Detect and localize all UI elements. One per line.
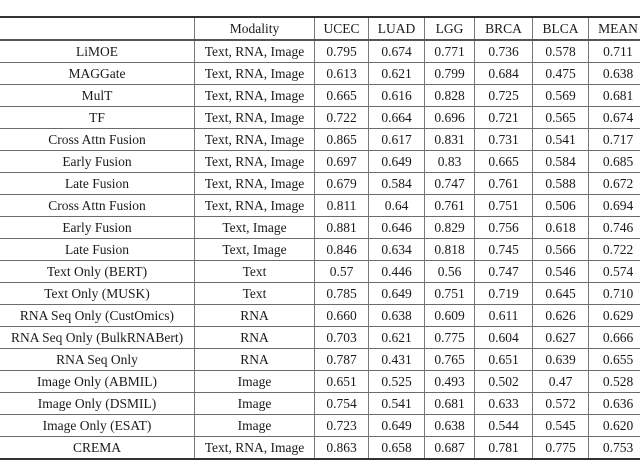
- cell-luad: 0.646: [369, 217, 425, 239]
- cell-ucec: 0.660: [315, 305, 369, 327]
- cell-brca: 0.721: [475, 107, 533, 129]
- cell-luad: 0.617: [369, 129, 425, 151]
- cell-lgg: 0.747: [425, 173, 475, 195]
- header-luad: LUAD: [369, 17, 425, 40]
- cell-mean: 0.711: [589, 40, 640, 63]
- cell-lgg: 0.828: [425, 85, 475, 107]
- cell-brca: 0.719: [475, 283, 533, 305]
- cell-blca: 0.639: [533, 349, 589, 371]
- table-row: [0, 63, 640, 85]
- cell-lgg: 0.638: [425, 415, 475, 437]
- cell-luad: 0.649: [369, 151, 425, 173]
- cell-blca: 0.506: [533, 195, 589, 217]
- cell-ucec: 0.865: [315, 129, 369, 151]
- results-table: [0, 16, 640, 460]
- cell-brca: 0.761: [475, 173, 533, 195]
- cell-mean: 0.655: [589, 349, 640, 371]
- table-row: [0, 327, 640, 349]
- table-row: [0, 129, 640, 151]
- cell-blca: 0.566: [533, 239, 589, 261]
- cell-brca: 0.633: [475, 393, 533, 415]
- cell-model: Cross Attn Fusion: [0, 129, 195, 151]
- cell-blca: 0.618: [533, 217, 589, 239]
- cell-mean: 0.681: [589, 85, 640, 107]
- table-row: [0, 415, 640, 437]
- table-row: [0, 85, 640, 107]
- cell-brca: 0.745: [475, 239, 533, 261]
- cell-lgg: 0.493: [425, 371, 475, 393]
- cell-mean: 0.574: [589, 261, 640, 283]
- cell-luad: 0.658: [369, 437, 425, 460]
- cell-lgg: 0.681: [425, 393, 475, 415]
- cell-brca: 0.684: [475, 63, 533, 85]
- cell-modality: Text: [195, 261, 315, 283]
- cell-ucec: 0.846: [315, 239, 369, 261]
- cell-modality: Text, RNA, Image: [195, 195, 315, 217]
- cell-model: Text Only (MUSK): [0, 283, 195, 305]
- cell-ucec: 0.785: [315, 283, 369, 305]
- table-row: [0, 151, 640, 173]
- table-caption-cutoff: [0, 0, 640, 5]
- cell-blca: 0.572: [533, 393, 589, 415]
- cell-model: Image Only (ESAT): [0, 415, 195, 437]
- cell-modality: Text, RNA, Image: [195, 63, 315, 85]
- table-row: [0, 107, 640, 129]
- table-row: [0, 393, 640, 415]
- cell-luad: 0.541: [369, 393, 425, 415]
- cell-model: Late Fusion: [0, 173, 195, 195]
- table-row: [0, 437, 640, 460]
- header-blca: BLCA: [533, 17, 589, 40]
- cell-model: RNA Seq Only (BulkRNABert): [0, 327, 195, 349]
- cell-model: Image Only (DSMIL): [0, 393, 195, 415]
- cell-modality: Text, RNA, Image: [195, 40, 315, 63]
- cell-modality: RNA: [195, 349, 315, 371]
- cell-ucec: 0.881: [315, 217, 369, 239]
- cell-luad: 0.638: [369, 305, 425, 327]
- cell-blca: 0.546: [533, 261, 589, 283]
- cell-luad: 0.674: [369, 40, 425, 63]
- cell-luad: 0.649: [369, 283, 425, 305]
- cell-modality: Text, RNA, Image: [195, 129, 315, 151]
- cell-mean: 0.753: [589, 437, 640, 460]
- cell-model: MulT: [0, 85, 195, 107]
- cell-blca: 0.775: [533, 437, 589, 460]
- cell-modality: Image: [195, 415, 315, 437]
- table-row: [0, 239, 640, 261]
- cell-mean: 0.666: [589, 327, 640, 349]
- cell-luad: 0.431: [369, 349, 425, 371]
- cell-ucec: 0.863: [315, 437, 369, 460]
- cell-mean: 0.694: [589, 195, 640, 217]
- cell-luad: 0.649: [369, 415, 425, 437]
- cell-blca: 0.541: [533, 129, 589, 151]
- cell-blca: 0.645: [533, 283, 589, 305]
- cell-ucec: 0.613: [315, 63, 369, 85]
- cell-mean: 0.674: [589, 107, 640, 129]
- cell-lgg: 0.799: [425, 63, 475, 85]
- cell-brca: 0.604: [475, 327, 533, 349]
- cell-modality: RNA: [195, 305, 315, 327]
- cell-lgg: 0.687: [425, 437, 475, 460]
- cell-mean: 0.710: [589, 283, 640, 305]
- cell-blca: 0.475: [533, 63, 589, 85]
- cell-modality: Text, RNA, Image: [195, 107, 315, 129]
- header-ucec: UCEC: [315, 17, 369, 40]
- cell-brca: 0.725: [475, 85, 533, 107]
- cell-modality: Text, RNA, Image: [195, 85, 315, 107]
- table-row: [0, 195, 640, 217]
- cell-model: MAGGate: [0, 63, 195, 85]
- cell-blca: 0.47: [533, 371, 589, 393]
- table-row: [0, 217, 640, 239]
- cell-model: LiMOE: [0, 40, 195, 63]
- cell-luad: 0.621: [369, 63, 425, 85]
- cell-modality: Text, RNA, Image: [195, 173, 315, 195]
- cell-model: TF: [0, 107, 195, 129]
- cell-mean: 0.629: [589, 305, 640, 327]
- cell-ucec: 0.787: [315, 349, 369, 371]
- cell-ucec: 0.811: [315, 195, 369, 217]
- header-model: [0, 17, 195, 40]
- cell-mean: 0.528: [589, 371, 640, 393]
- cell-luad: 0.446: [369, 261, 425, 283]
- cell-brca: 0.751: [475, 195, 533, 217]
- cell-mean: 0.722: [589, 239, 640, 261]
- cell-lgg: 0.775: [425, 327, 475, 349]
- cell-mean: 0.685: [589, 151, 640, 173]
- cell-brca: 0.736: [475, 40, 533, 63]
- cell-mean: 0.636: [589, 393, 640, 415]
- cell-lgg: 0.831: [425, 129, 475, 151]
- cell-luad: 0.525: [369, 371, 425, 393]
- cell-blca: 0.627: [533, 327, 589, 349]
- cell-modality: Image: [195, 393, 315, 415]
- header-modality: Modality: [195, 17, 315, 40]
- cell-modality: Text, RNA, Image: [195, 437, 315, 460]
- cell-modality: Image: [195, 371, 315, 393]
- cell-brca: 0.544: [475, 415, 533, 437]
- cell-ucec: 0.57: [315, 261, 369, 283]
- cell-luad: 0.621: [369, 327, 425, 349]
- header-mean: MEAN: [589, 17, 640, 40]
- cell-brca: 0.651: [475, 349, 533, 371]
- cell-lgg: 0.609: [425, 305, 475, 327]
- cell-lgg: 0.751: [425, 283, 475, 305]
- cell-model: Text Only (BERT): [0, 261, 195, 283]
- cell-modality: Text, Image: [195, 239, 315, 261]
- cell-lgg: 0.765: [425, 349, 475, 371]
- cell-luad: 0.634: [369, 239, 425, 261]
- cell-luad: 0.664: [369, 107, 425, 129]
- table-row: [0, 173, 640, 195]
- cell-ucec: 0.722: [315, 107, 369, 129]
- cell-luad: 0.584: [369, 173, 425, 195]
- cell-ucec: 0.665: [315, 85, 369, 107]
- cell-modality: Text, Image: [195, 217, 315, 239]
- table-row: [0, 40, 640, 63]
- header-brca: BRCA: [475, 17, 533, 40]
- cell-brca: 0.731: [475, 129, 533, 151]
- cell-model: CREMA: [72, 439, 121, 455]
- cell-model: Image Only (ABMIL): [0, 371, 195, 393]
- cell-brca: 0.502: [475, 371, 533, 393]
- cell-mean: 0.717: [589, 129, 640, 151]
- table-row: [0, 261, 640, 283]
- cell-model: Late Fusion: [0, 239, 195, 261]
- cell-mean: 0.638: [589, 63, 640, 85]
- header-lgg: LGG: [425, 17, 475, 40]
- cell-modality: RNA: [195, 327, 315, 349]
- cell-brca: 0.611: [475, 305, 533, 327]
- cell-ucec: 0.795: [315, 40, 369, 63]
- table-row: [0, 349, 640, 371]
- cell-ucec: 0.703: [315, 327, 369, 349]
- cell-blca: 0.584: [533, 151, 589, 173]
- cell-brca: 0.665: [475, 151, 533, 173]
- cell-brca: 0.756: [475, 217, 533, 239]
- cell-luad: 0.616: [369, 85, 425, 107]
- cell-blca: 0.626: [533, 305, 589, 327]
- cell-modality: Text, RNA, Image: [195, 151, 315, 173]
- cell-mean: 0.672: [589, 173, 640, 195]
- cell-model: Early Fusion: [0, 217, 195, 239]
- cell-modality: Text: [195, 283, 315, 305]
- cell-lgg: 0.771: [425, 40, 475, 63]
- cell-ucec: 0.679: [315, 173, 369, 195]
- cell-lgg: 0.83: [425, 151, 475, 173]
- table-row: [0, 283, 640, 305]
- cell-lgg: 0.56: [425, 261, 475, 283]
- cell-lgg: 0.818: [425, 239, 475, 261]
- cell-ucec: 0.697: [315, 151, 369, 173]
- cell-model: RNA Seq Only: [0, 349, 195, 371]
- cell-ucec: 0.754: [315, 393, 369, 415]
- cell-brca: 0.781: [475, 437, 533, 460]
- cell-ucec: 0.723: [315, 415, 369, 437]
- cell-lgg: 0.829: [425, 217, 475, 239]
- cell-mean: 0.620: [589, 415, 640, 437]
- cell-brca: 0.747: [475, 261, 533, 283]
- cell-model: Early Fusion: [0, 151, 195, 173]
- cell-ucec: 0.651: [315, 371, 369, 393]
- cell-blca: 0.569: [533, 85, 589, 107]
- cell-blca: 0.578: [533, 40, 589, 63]
- header-row: [0, 17, 640, 40]
- cell-luad: 0.64: [369, 195, 425, 217]
- cell-blca: 0.565: [533, 107, 589, 129]
- cell-blca: 0.545: [533, 415, 589, 437]
- cell-mean: 0.746: [589, 217, 640, 239]
- cell-lgg: 0.696: [425, 107, 475, 129]
- table-row: [0, 371, 640, 393]
- cell-lgg: 0.761: [425, 195, 475, 217]
- cell-model: Cross Attn Fusion: [0, 195, 195, 217]
- table-row: [0, 305, 640, 327]
- cell-blca: 0.588: [533, 173, 589, 195]
- cell-model: RNA Seq Only (CustOmics): [0, 305, 195, 327]
